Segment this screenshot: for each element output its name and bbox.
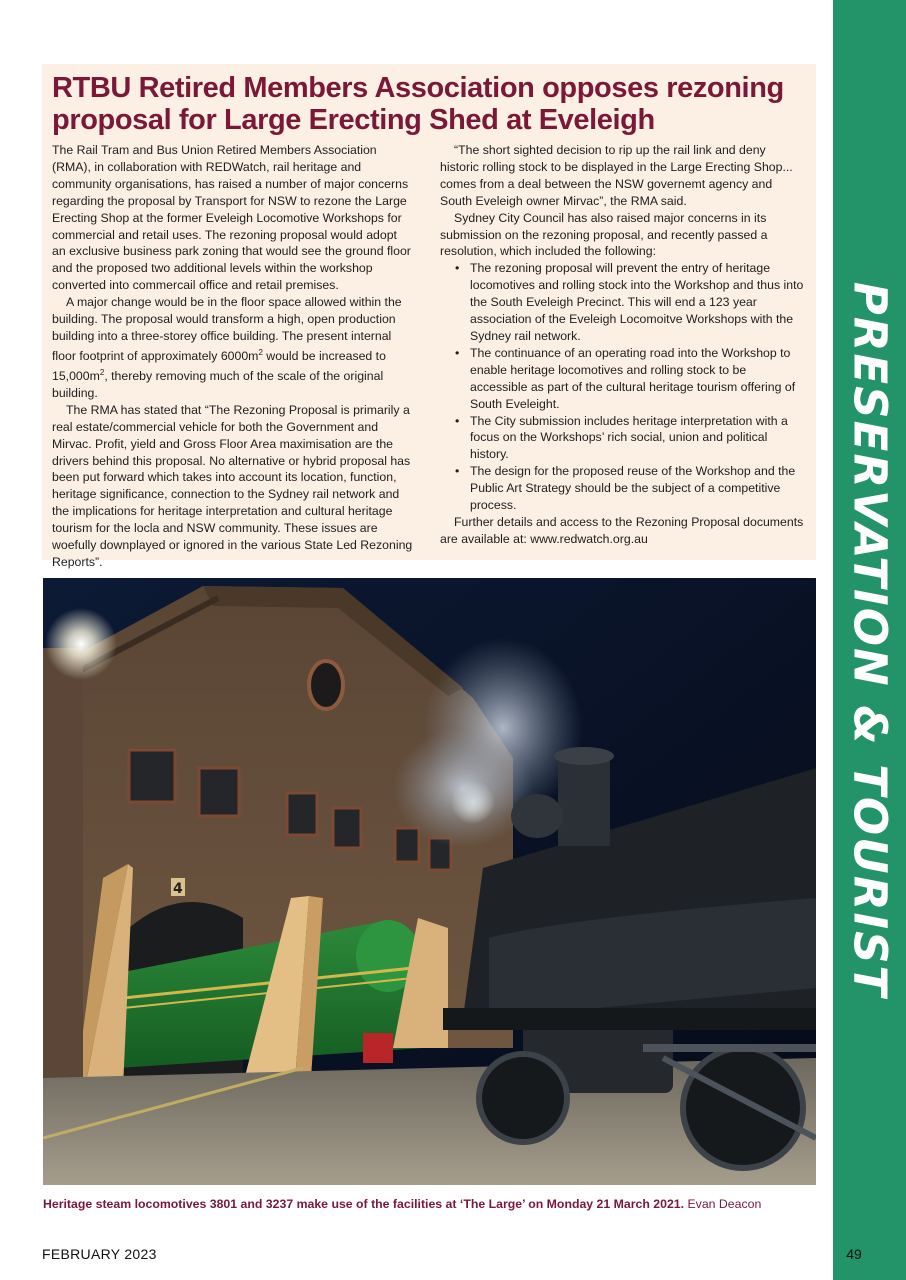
locomotive-photo: [43, 578, 816, 1185]
list-item: • The rezoning proposal will prevent the entry of heritage locomotives and rolling stock into the Workshop and thus into the South Eveleigh Precinct. This will end a 123 year association of the Eveleigh Locomoitve Workshops with the Sydney rail network.: [440, 260, 806, 345]
page-number: 49: [846, 1246, 862, 1262]
footer-date: FEBRUARY 2023: [42, 1246, 157, 1262]
list-item: • The design for the proposed reuse of the Workshop and the Public Art Strategy should be the subject of a competitive process.: [440, 463, 806, 514]
paragraph: “The short sighted decision to rip up the rail link and deny historic rolling stock to be displayed in the Large Erecting Shop... comes from a deal between the NSW governemt agency and South Eveleigh owner Mirvac”, the RMA said.: [440, 143, 793, 208]
article-right-column: [440, 142, 806, 548]
paragraph: The RMA has stated that “The Rezoning Proposal is primarily a real estate/commercial vehicle for both the Government and Mirvac. Profit, yield and Gross Floor Area maximisation are the drivers behind this proposal. No alternative or hybrid proposal has been put forward which takes into account its location, function, heritage significance, connection to the Sydney rail network and the implications for heritage interpretation and cultural heritage tourism for the locla and NSW community. These issues are woefully downplayed or ignored in the various State Led Rezoning Reports”.: [52, 402, 413, 569]
paragraph: Further details and access to the Rezoning Proposal documents are available at: www.redwatch.org.au: [440, 514, 804, 546]
article-headline: RTBU Retired Members Association opposes rezoning proposal for Large Erecting Shed at Eveleigh: [52, 72, 784, 136]
section-tab-label: PRESERVATION & TOURIST: [843, 281, 897, 999]
door-number-label: 4: [173, 881, 183, 897]
resolution-list: [440, 260, 806, 514]
list-item: • The City submission includes heritage interpretation with a focus on the Workshops’ rich social, union and political history.: [440, 413, 806, 464]
paragraph: The Rail Tram and Bus Union Retired Members Association (RMA), in collaboration with REDWatch, rail heritage and community organisations, has raised a number of major concerns regarding the proposal by Transport for NSW to rezone the Large Erecting Shop at the former Eveleigh Locomotive Workshops for commercial and retail uses. The rezoning proposal would adopt an exclusive business park zoning that would see the ground floor and the proposed two additional levels within the workshop converted into commercail office and retail premises.: [52, 143, 411, 293]
photo-caption: [43, 1197, 823, 1211]
superscript: 2: [258, 347, 263, 357]
paragraph: Sydney City Council has also raised major concerns in its submission on the rezoning proposal, and recently passed a resolution, which included the following:: [440, 210, 768, 259]
paragraph: A major change would be in the floor space allowed within the building. The proposal would transform a high, open production building into a three-storey office building. The present internal floor footprint of approximately $6000m^2$ would be increased to $15,000m^2$, thereby removing much of the scale of the original building.: [52, 295, 402, 400]
list-item: • The continuance of an operating road into the Workshop to enable heritage locomotives and rolling stock to be accessible as part of the cultural heritage tourism offering of South Eveleight.: [440, 345, 806, 413]
superscript: 2: [99, 367, 105, 377]
article-left-column: [52, 142, 414, 571]
caption-text: Heritage steam locomotives 3801 and 3237 make use of the facilities at ‘The Large’ on Monday 21 March 2021.: [43, 1197, 685, 1211]
photo-credit: Evan Deacon: [687, 1197, 762, 1211]
